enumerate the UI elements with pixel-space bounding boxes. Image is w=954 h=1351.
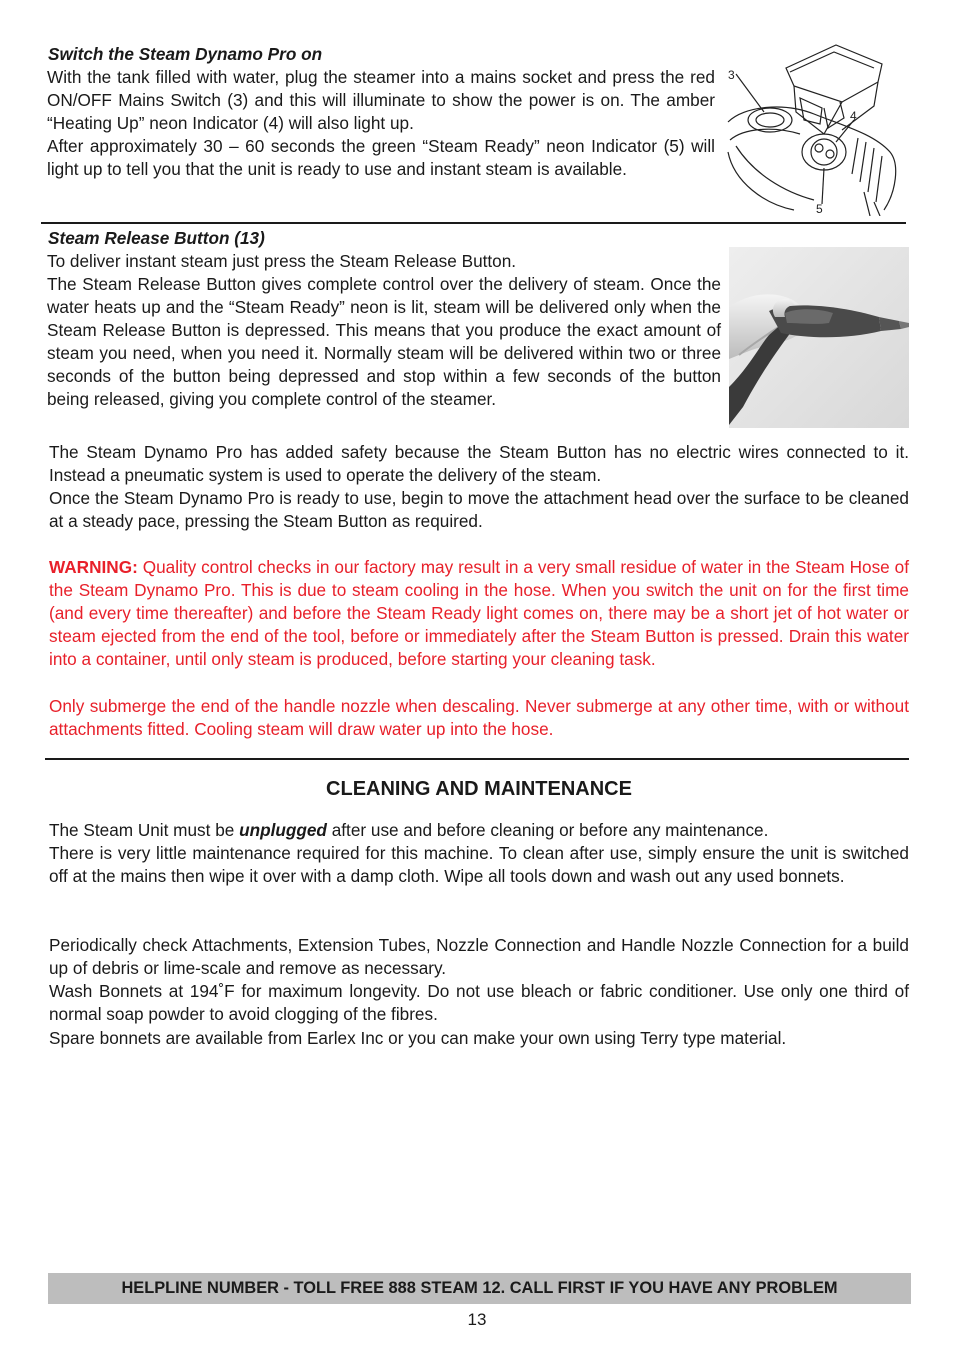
cleaning-paragraph-5: Spare bonnets are available from Earlex Inc or you can make your own using Terry type material.	[49, 1028, 787, 1048]
safety-paragraph-1: The Steam Dynamo Pro has added safety because the Steam Button has no electric wires connected to it. Instead a pneumatic system is used to operate the delivery of the steam.	[49, 442, 909, 486]
steam-handle-photo	[729, 247, 909, 428]
page-number: 13	[467, 1310, 487, 1329]
cleaning-paragraph-2: There is very little maintenance required for this machine. To clean after use, simply ensure the unit is switched off at the mains then wipe it over with a damp cloth. Wipe all tools down and wash out any used bonnets.	[49, 843, 909, 887]
figure-label-ready: 5	[816, 202, 823, 216]
cleaning-p1-after: after use and before cleaning or before any maintenance.	[326, 820, 769, 840]
warning-text: Quality control checks in our factory may result in a very small residue of water in the Steam Hose of the Steam Dynamo Pro. This is due to steam cooling in the hose. When you switch the unit on for the first time (and every time thereafter) and before the Steam Ready light comes on, there may be a short jet of hot water or steam ejected from the end of the tool, before or immediately after the Steam Button is pressed. Drain this water into a container, until only steam is produced, before starting your cleaning task.	[49, 557, 909, 670]
section-divider-2	[45, 758, 909, 760]
control-panel-illustration	[724, 42, 910, 216]
switch-on-heading: Switch the Steam Dynamo Pro on	[48, 44, 323, 64]
steam-release-paragraph-1: To deliver instant steam just press the Steam Release Button.	[47, 251, 517, 271]
cleaning-paragraph-1	[49, 819, 909, 842]
warning-paragraph	[49, 556, 909, 671]
section-divider	[41, 222, 906, 224]
warning-label: WARNING:	[49, 557, 138, 577]
helpline-banner: HELPLINE NUMBER - TOLL FREE 888 STEAM 12. CALL FIRST IF YOU HAVE ANY PROBLEM	[48, 1273, 911, 1304]
switch-on-paragraph-1: With the tank filled with water, plug the steamer into a mains socket and press the red ON/OFF Mains Switch (3) and this will illuminate to show the power is on. The amber “Heating Up” neon Indicator (4) will also light up.	[47, 67, 715, 134]
unplugged-emphasis: unplugged	[239, 820, 327, 840]
safety-paragraph-2: Once the Steam Dynamo Pro is ready to use, begin to move the attachment head over the surface to be cleaned at a steady pace, pressing the Steam Button as required.	[49, 488, 909, 532]
figure-label-switch: 3	[728, 68, 735, 82]
cleaning-paragraph-4: Wash Bonnets at 194˚F for maximum longevity. Do not use bleach or fabric conditioner. Use only one third of normal soap powder to avoid clogging of the fibres.	[49, 981, 909, 1025]
switch-on-paragraph-2: After approximately 30 – 60 seconds the green “Steam Ready” neon Indicator (5) will light up to tell you that the unit is ready to use and instant steam is available.	[47, 136, 715, 180]
steam-release-heading: Steam Release Button (13)	[48, 228, 265, 248]
warning-paragraph-2: Only submerge the end of the handle nozzle when descaling. Never submerge at any other time, with or without attachments fitted. Cooling steam will draw water up into the hose.	[49, 696, 909, 740]
cleaning-paragraph-3: Periodically check Attachments, Extension Tubes, Nozzle Connection and Handle Nozzle Connection for a build up of debris or lime-scale and remove as necessary.	[49, 935, 909, 979]
figure-label-heating: 4	[850, 109, 857, 123]
steam-release-paragraph-2: The Steam Release Button gives complete control over the delivery of steam. Once the water heats up and the “Steam Ready” neon is lit, steam will be delivered only when the Steam Release Button is depressed. This means that you produce the exact amount of steam you need, when you need it. Normally steam will be delivered within two or three seconds of the button being depressed and stop within a few seconds of the button being released, giving you complete control of the steamer.	[47, 274, 721, 410]
cleaning-p1-before: The Steam Unit must be	[49, 820, 240, 840]
cleaning-title: CLEANING AND MAINTENANCE	[326, 778, 632, 800]
